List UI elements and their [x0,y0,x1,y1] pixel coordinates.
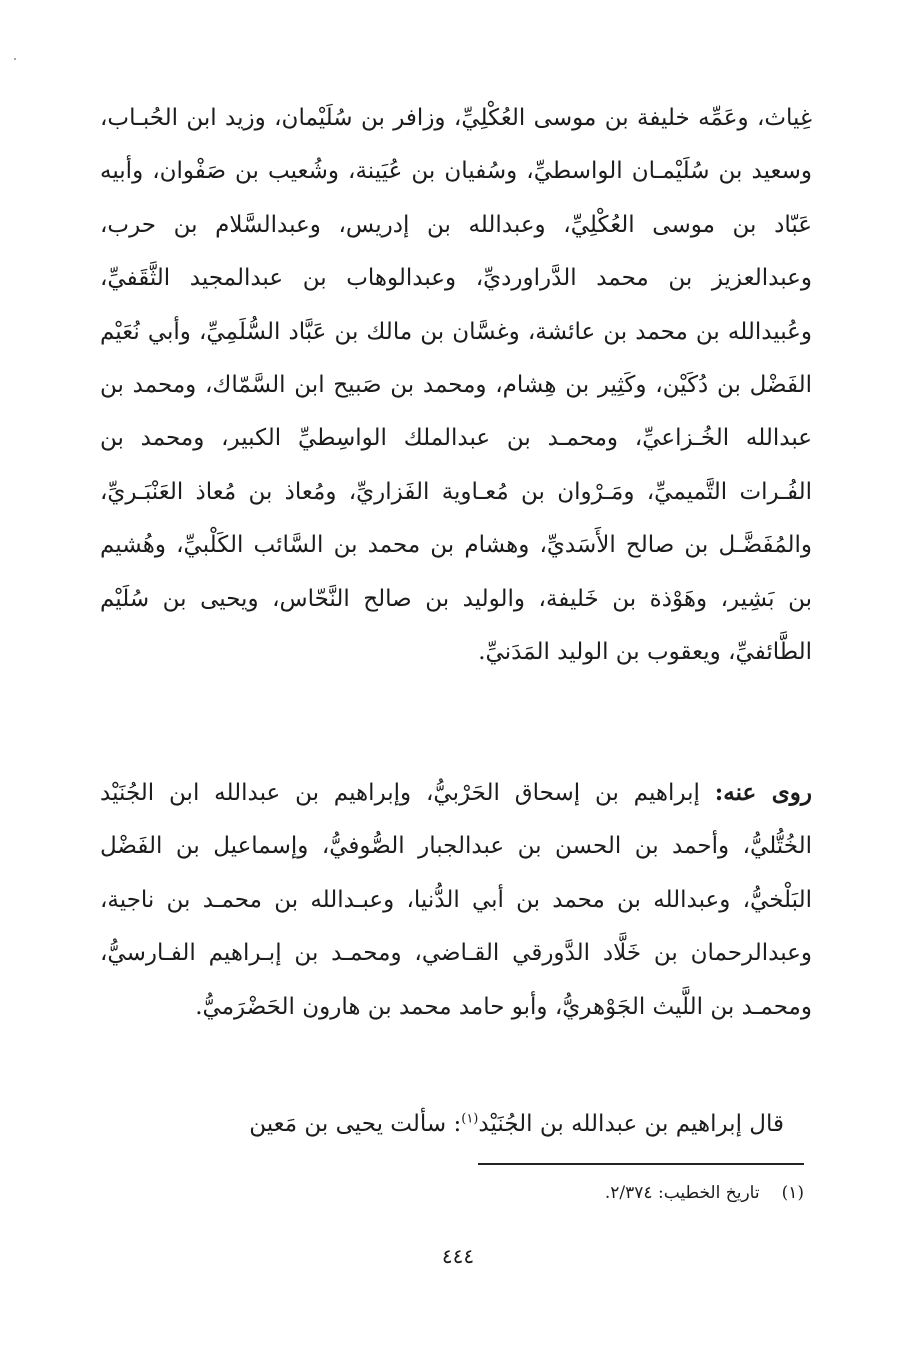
narrators-from-paragraph: غِياث، وعَمِّه خليفة بن موسى العُكْلِيِّ، وزافر بن سُلَيْمان، وزيد ابن الحُبـاب، وسعيد بن سُلَيْمـان الواسطيِّ، وسُفيان بن عُيَينة، وشُعيب بن صَفْوان، وأبيه عَبّاد بن موسى العُكْلِيِّ، وعبدالله بن إدريس، وعبدالسَّلام بن حرب، وعبدالعزيز بن محمد الدَّراورديِّ، وعبدالوهاب بن عبدالمجيد الثَّقَفيِّ، وعُبيدالله بن محمد بن عائشة، وغسَّان بن مالك بن عَبَّاد السُّلَمِيِّ، وأبي نُعَيْم الفَضْل بن دُكَيْن، وكَثِير بن هِشام، ومحمد بن صَبيح ابن السَّمّاك، ومحمد بن عبدالله الخُـزاعيِّ، ومحمـد بن عبدالملك الواسِطيِّ الكبير، ومحمد بن الفُـرات التَّميميِّ، ومَـرْوان بن مُعـاوية الفَزاريِّ، ومُعاذ بن مُعاذ العَنْبَـريِّ، والمُفَضَّـل بن صالح الأَسَديِّ، وهشام بن محمد بن السَّائب الكَلْبيِّ، وهُشيم بن بَشِير، وهَوْذة بن خَليفة، والوليد بن صالح النَّحّاس، ويحيى بن سُلَيْم الطَّائفيِّ، ويعقوب بن الوليد المَدَنيِّ. [100,105,812,666]
quote-paragraph [100,1098,812,1151]
quote-line [100,1098,812,1151]
footnote [520,1180,804,1206]
footnote-text: تاريخ الخطيب: ٢/٣٧٤. [604,1183,760,1203]
page-number: ٤٤٤ [441,1244,475,1268]
footnote-marker: (١) [461,1111,479,1127]
narrated-by-paragraph [100,766,812,1034]
quote-text-end: : سألت يحيى بن مَعين [249,1111,462,1137]
footnote-separator [478,1163,804,1165]
footnote-number: (١) [781,1183,804,1203]
narrated-by-text: إبراهيم بن إسحاق الحَرْبيُّ، وإبراهيم بن عبدالله ابن الجُنَيْد الخُتُّليُّ، وأحمد بن الحسن بن عبدالجبار الصُّوفيُّ، وإسماعيل بن الفَضْل البَلْخيُّ، وعبدالله بن محمد بن أبي الدُّنيا، وعبـدالله بن محمـد بن ناجية، وعبدالرحمان بن خَلَّاد الدَّورقي القـاضي، ومحمـد بن إبـراهيم الفـارسيُّ، ومحمـد بن اللَّيث الجَوْهريُّ، وأبو حامد محمد بن هارون الحَضْرَميُّ. [100,780,812,1020]
scan-speck [14,58,16,60]
narrated-by-heading: روى عنه: [714,779,812,806]
quote-text-start: قال إبراهيم بن عبدالله بن الجُنَيْد [478,1111,784,1137]
